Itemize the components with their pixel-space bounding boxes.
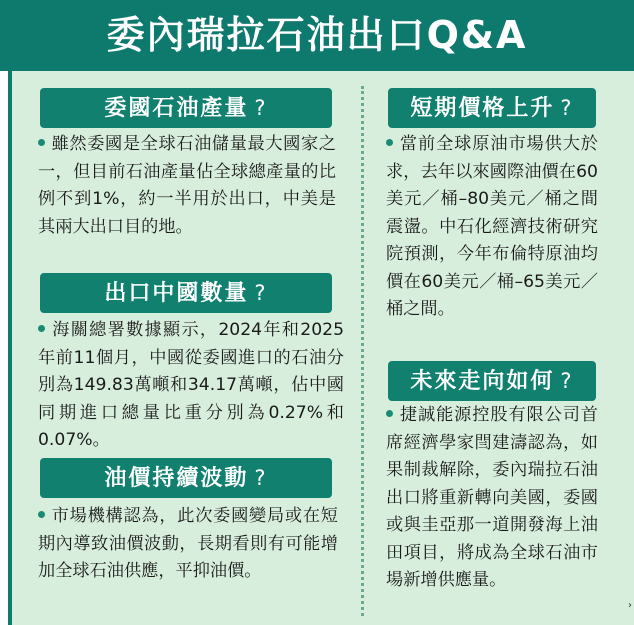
title-bar bbox=[0, 0, 634, 71]
section-heading-label: 短期價格上升 bbox=[410, 96, 555, 121]
section-heading-label: 委國石油產量 bbox=[104, 96, 249, 121]
section-body-text: 海關總署數據顯示，2024年和2025年前11個月，中國從委國進口的石油分別為149.83萬噸和34.17萬噸，佔中國同期進口總量比重分別為0.27%和0.07%。 bbox=[38, 320, 344, 450]
page-title: 委內瑞拉石油出口Q&A bbox=[106, 13, 528, 57]
question-mark: ? bbox=[560, 96, 574, 120]
section-heading-label: 未來走向如何 bbox=[410, 369, 555, 394]
bullet-dot bbox=[386, 410, 393, 417]
section-heading-label: 油價持續波動 bbox=[104, 466, 249, 491]
section-body-production bbox=[38, 131, 336, 241]
question-mark: ? bbox=[254, 281, 268, 305]
question-mark: ? bbox=[254, 96, 268, 120]
column-divider bbox=[361, 86, 364, 616]
question-mark: ? bbox=[254, 466, 268, 490]
section-heading-short-term-price bbox=[388, 88, 596, 128]
bullet-dot bbox=[38, 325, 45, 332]
section-body-exports-china bbox=[38, 317, 344, 455]
section-body-text: 雖然委國是全球石油儲量最大國家之一，但目前石油產量佔全球總產量的比例不到1%，約一半用於出口，中美是其兩大出口目的地。 bbox=[38, 134, 336, 237]
bullet-dot bbox=[38, 139, 45, 146]
bullet-dot bbox=[38, 511, 45, 518]
section-body-short-term-price bbox=[386, 131, 598, 324]
section-heading-label: 出口中國數量 bbox=[104, 281, 249, 306]
section-heading-production bbox=[40, 88, 332, 128]
section-body-oil-volatility bbox=[38, 503, 338, 586]
section-body-text: 捷誠能源控股有限公司首席經濟學家閆建濤認為，如果制裁解除，委內瑞拉石油出口將重新轉向美國，委國或與圭亞那一道開發海上油田項目，將成為全球石油市場新增供應量。 bbox=[386, 405, 598, 590]
section-body-outlook bbox=[386, 402, 598, 595]
section-body-text: 當前全球原油市場供大於求，去年以來國際油價在60美元／桶–80美元／桶之間震盪。中石化經濟技術研究院預測，今年布倫特原油均價在60美元／桶–65美元／桶之間。 bbox=[386, 134, 598, 319]
question-mark: ? bbox=[560, 369, 574, 393]
page-continuation-mark: › bbox=[628, 600, 632, 611]
section-heading-outlook bbox=[388, 361, 596, 401]
section-body-text: 市場機構認為，此次委國變局或在短期內導致油價波動，長期看則有可能增加全球石油供應，平抑油價。 bbox=[38, 506, 338, 581]
section-heading-exports-china bbox=[40, 273, 332, 313]
section-heading-oil-volatility bbox=[40, 458, 332, 498]
bullet-dot bbox=[386, 139, 393, 146]
